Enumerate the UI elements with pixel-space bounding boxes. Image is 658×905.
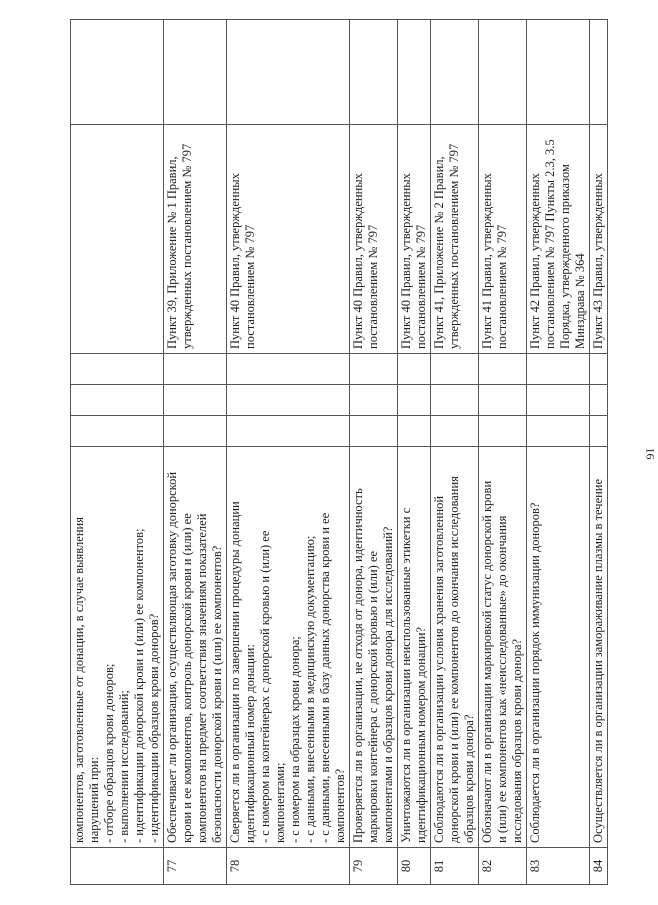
row-number: 77 (164, 848, 227, 885)
notes-cell (527, 20, 590, 125)
question-text: Уничтожаются ли в организации неиспользованные этикетки с идентификационным номером донации? (398, 447, 431, 848)
legal-reference (71, 125, 164, 354)
legal-reference: Пункт 39, Приложение № 1 Правил, утвержденных постановлением № 797 (164, 125, 227, 354)
answer-cell (350, 354, 398, 385)
table-row (164, 20, 227, 885)
answer-cell (164, 385, 227, 416)
table-row (527, 20, 590, 885)
row-number: 78 (227, 848, 350, 885)
answer-cell (227, 385, 350, 416)
notes-cell (164, 20, 227, 125)
checklist-table (70, 19, 608, 885)
answer-cell (431, 416, 479, 447)
row-number: 79 (350, 848, 398, 885)
answer-cell (590, 385, 608, 416)
table-row (590, 20, 608, 885)
notes-cell (479, 20, 527, 125)
question-text: Соблюдаются ли в организации условия хранения заготовленной донорской крови и (или) ее компонентов до окончания исследования образцов крови донора? (431, 447, 479, 848)
answer-cell (479, 416, 527, 447)
notes-cell (71, 20, 164, 125)
row-number: 80 (398, 848, 431, 885)
answer-cell (350, 416, 398, 447)
row-number: 82 (479, 848, 527, 885)
notes-cell (227, 20, 350, 125)
question-text: Соблюдается ли в организации порядок иммунизации доноров? (527, 447, 590, 848)
legal-reference: Пункт 40 Правил, утвержденных постановлением № 797 (227, 125, 350, 354)
answer-cell (431, 354, 479, 385)
row-number (71, 848, 164, 885)
answer-cell (527, 354, 590, 385)
answer-cell (479, 354, 527, 385)
table-row (398, 20, 431, 885)
answer-cell (350, 385, 398, 416)
answer-cell (527, 385, 590, 416)
answer-cell (71, 416, 164, 447)
answer-cell (398, 416, 431, 447)
question-text: Обозначают ли в организации маркировкой статус донорской крови и (или) ее компонентов как «неисследованные» до окончания исследования образцов крови донора? (479, 447, 527, 848)
legal-reference: Пункт 41, Приложение № 2 Правил, утвержденных постановлением № 797 (431, 125, 479, 354)
table-row (431, 20, 479, 885)
question-text: Осуществляется ли в организации замораживание плазмы в течение (590, 447, 608, 848)
answer-cell (164, 416, 227, 447)
legal-reference: Пункт 40 Правил, утвержденных постановлением № 797 (398, 125, 431, 354)
notes-cell (398, 20, 431, 125)
answer-cell (590, 354, 608, 385)
answer-cell (71, 354, 164, 385)
legal-reference: Пункт 41 Правил, утвержденных постановлением № 797 (479, 125, 527, 354)
answer-cell (227, 416, 350, 447)
table-row (71, 20, 164, 885)
table-row (227, 20, 350, 885)
notes-cell (590, 20, 608, 125)
row-number: 81 (431, 848, 479, 885)
page-number: 16 (643, 447, 658, 460)
answer-cell (527, 416, 590, 447)
legal-reference: Пункт 40 Правил, утвержденных постановлением № 797 (350, 125, 398, 354)
answer-cell (431, 385, 479, 416)
answer-cell (398, 354, 431, 385)
question-text: Проверяется ли в организации, не отходя от донора, идентичность маркировки контейнера с донорской кровью и (или) ее компонентами и образцов крови донора для исследований? (350, 447, 398, 848)
question-text: Обеспечивает ли организация, осуществляющая заготовку донорской крови и ее компонентов, контроль донорской крови и (или) ее компонентов на предмет соответствия значениям показателей безопасности донорской крови и (или) ее компонентов? (164, 447, 227, 848)
answer-cell (71, 385, 164, 416)
notes-cell (350, 20, 398, 125)
notes-cell (431, 20, 479, 125)
table-row (479, 20, 527, 885)
answer-cell (398, 385, 431, 416)
checklist-table-rotated (70, 65, 605, 885)
answer-cell (590, 416, 608, 447)
question-text: Сверяется ли в организации по завершении процедуры донации идентификационный номер донации: - с номером на контейнерах с донорской кровью и (или) ее компонентами; - с номером на образцах крови донора; - с данными, внесенными в медицинскую документацию; - с данными, внесенными в базу данных донорства крови и ее компонентов? (227, 447, 350, 848)
question-text: компонентов, заготовленные от донации, в случае выявления нарушений при: - отборе образцов крови доноров; - выполнении исследований; - идентификации донорской крови и (или) ее компонентов; - идентификации образцов крови доноров? (71, 447, 164, 848)
row-number: 83 (527, 848, 590, 885)
answer-cell (164, 354, 227, 385)
table-row (350, 20, 398, 885)
answer-cell (479, 385, 527, 416)
legal-reference: Пункт 42 Правил, утвержденных постановлением № 797 Пункты 2.3, 3.5 Порядка, утвержденного приказом Минздрава № 364 (527, 125, 590, 354)
legal-reference: Пункт 43 Правил, утвержденных (590, 125, 608, 354)
answer-cell (227, 354, 350, 385)
row-number: 84 (590, 848, 608, 885)
